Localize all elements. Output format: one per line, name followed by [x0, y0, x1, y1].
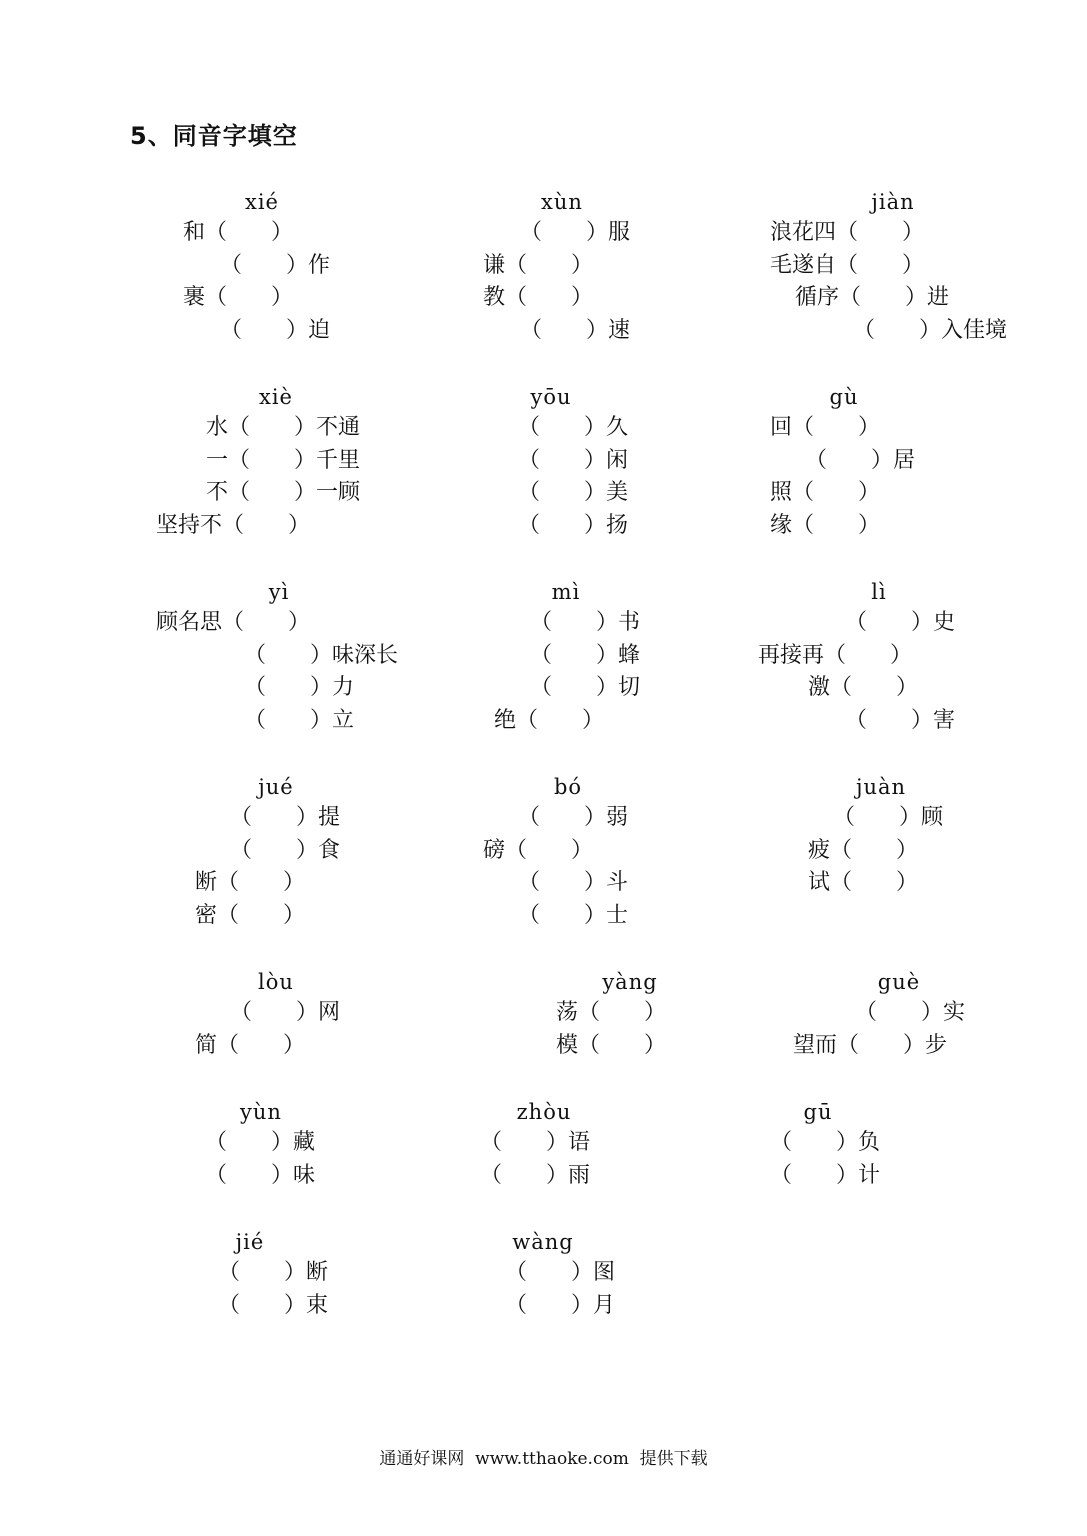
pinyin-label: mì — [551, 580, 581, 604]
pinyin-label: gù — [829, 385, 859, 409]
fill-blank-item: （ ）久 — [518, 415, 629, 440]
fill-blank-item: 绝（ ） — [494, 707, 605, 733]
fill-blank-item: （ ）作 — [220, 252, 331, 278]
fill-blank-item: 荡（ ） — [556, 1000, 667, 1025]
fill-blank-item: （ ）图 — [505, 1260, 616, 1285]
fill-blank-item: 缘（ ） — [770, 512, 881, 538]
fill-blank-item: （ ）士 — [518, 902, 629, 928]
fill-blank-item: （ ）断 — [218, 1260, 329, 1285]
fill-blank-item: （ ）迫 — [220, 317, 331, 343]
fill-blank-item: 简（ ） — [195, 1032, 306, 1058]
fill-blank-item: 试（ ） — [808, 870, 919, 895]
pinyin-label: yùn — [240, 1100, 282, 1124]
pinyin-label: guè — [877, 970, 921, 994]
fill-blank-item: （ ）实 — [855, 1000, 966, 1025]
footer-credit: 通通好课网 www.tthaoke.com 提供下载 — [379, 1449, 708, 1469]
fill-blank-item: （ ）居 — [805, 447, 916, 473]
pinyin-label: gū — [803, 1100, 833, 1124]
pinyin-label: bó — [553, 775, 583, 799]
fill-blank-item: （ ）提 — [230, 805, 341, 830]
fill-blank-item: 水（ ）不通 — [206, 415, 361, 440]
fill-blank-item: （ ）美 — [518, 480, 629, 505]
fill-blank-item: （ ）味深长 — [244, 642, 399, 668]
pinyin-label: xiè — [259, 385, 293, 409]
fill-blank-item: （ ）立 — [244, 707, 355, 733]
fill-blank-item: 顾名思（ ） — [156, 610, 311, 635]
fill-blank-item: （ ）食 — [230, 837, 341, 863]
fill-blank-item: 坚持不（ ） — [156, 512, 311, 538]
pinyin-label: juàn — [855, 775, 907, 799]
fill-blank-item: （ ）扬 — [518, 512, 629, 538]
pinyin-label: jué — [258, 775, 294, 799]
fill-blank-item: （ ）力 — [244, 675, 355, 700]
fill-blank-item: （ ）害 — [845, 707, 956, 733]
fill-blank-item: 浪花四（ ） — [770, 220, 925, 245]
fill-blank-item: （ ）书 — [530, 610, 641, 635]
fill-blank-item: （ ）切 — [530, 675, 641, 700]
pinyin-label: yàng — [602, 970, 658, 994]
fill-blank-item: 激（ ） — [808, 675, 919, 700]
fill-blank-item: （ ）雨 — [480, 1162, 591, 1188]
fill-blank-item: 再接再（ ） — [758, 642, 913, 668]
pinyin-label: xié — [245, 190, 279, 214]
fill-blank-item: 回（ ） — [770, 415, 881, 440]
section-title: 5、同音字填空 — [130, 122, 298, 150]
pinyin-label: yì — [268, 580, 290, 604]
fill-blank-item: 一（ ）千里 — [206, 447, 361, 473]
pinyin-label: lòu — [258, 970, 294, 994]
fill-blank-item: （ ）负 — [770, 1130, 881, 1155]
pinyin-label: xùn — [541, 190, 583, 214]
fill-blank-item: 毛遂自（ ） — [770, 252, 925, 278]
fill-blank-item: 磅（ ） — [483, 837, 594, 863]
fill-blank-item: 和（ ） — [183, 220, 294, 245]
fill-blank-item: （ ）入佳境 — [853, 317, 1008, 343]
pinyin-label: jiàn — [871, 190, 915, 214]
fill-blank-item: 望而（ ）步 — [793, 1032, 948, 1058]
fill-blank-item: （ ）顾 — [833, 805, 944, 830]
fill-blank-item: （ ）弱 — [518, 805, 629, 830]
fill-blank-item: 模（ ） — [556, 1032, 667, 1058]
fill-blank-item: （ ）语 — [480, 1130, 591, 1155]
fill-blank-item: 不（ ）一顾 — [206, 480, 361, 505]
fill-blank-item: 循序（ ）进 — [795, 285, 950, 310]
fill-blank-item: 裹（ ） — [183, 285, 294, 310]
fill-blank-item: （ ）计 — [770, 1162, 881, 1188]
fill-blank-item: （ ）藏 — [205, 1130, 316, 1155]
fill-blank-item: 教（ ） — [483, 285, 594, 310]
fill-blank-item: （ ）蜂 — [530, 642, 641, 668]
fill-blank-item: 照（ ） — [770, 480, 881, 505]
fill-blank-item: （ ）网 — [230, 1000, 341, 1025]
fill-blank-item: （ ）月 — [505, 1292, 616, 1318]
fill-blank-item: （ ）束 — [218, 1292, 329, 1318]
fill-blank-item: （ ）史 — [845, 610, 956, 635]
fill-blank-item: 疲（ ） — [808, 837, 919, 863]
fill-blank-item: 断（ ） — [195, 870, 306, 895]
pinyin-label: wàng — [512, 1230, 574, 1254]
pinyin-label: jié — [235, 1230, 265, 1254]
fill-blank-item: （ ）服 — [520, 220, 631, 245]
pinyin-label: lì — [871, 580, 887, 604]
fill-blank-item: （ ）味 — [205, 1162, 316, 1188]
pinyin-label: zhòu — [516, 1100, 572, 1124]
pinyin-label: yōu — [530, 385, 572, 409]
fill-blank-item: （ ）斗 — [518, 870, 629, 895]
fill-blank-item: 密（ ） — [195, 902, 306, 928]
fill-blank-item: 谦（ ） — [483, 252, 594, 278]
fill-blank-item: （ ）速 — [520, 317, 631, 343]
fill-blank-item: （ ）闲 — [518, 447, 629, 473]
